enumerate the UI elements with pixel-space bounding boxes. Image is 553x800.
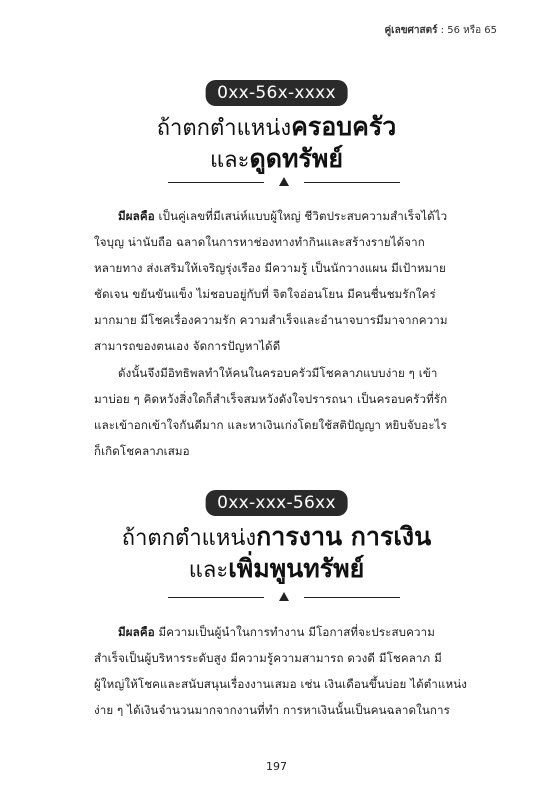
section-heading-1-line-2 [0, 144, 553, 176]
text-line: สามารถของตนเอง จัดการปัญหาได้ดี [94, 339, 281, 353]
triangle-icon [279, 592, 289, 601]
text-line: ใจบุญ น่านับถือ ฉลาดในการหาช่องทางทำกินและสร้างรายได้จาก [94, 235, 425, 249]
heading-emphasis: ครอบครัว [291, 112, 397, 141]
running-head [384, 23, 497, 38]
text-line: และเข้าอกเข้าใจกันดีมาก และหาเงินเก่งโดยใช้สติปัญญา หยิบจับอะไร [94, 418, 447, 432]
lead-label: มีผลคือ [118, 625, 155, 639]
heading-emphasis: การงาน การเงิน [256, 522, 432, 551]
text-line: มาบ่อย ๆ คิดหวังสิ่งใดก็สำเร็จสมหวังดังใจปรารถนา เป็นครอบครัวที่รัก [94, 392, 448, 406]
line-text: เป็นคู่เลขที่มีเสน่ห์แบบผู้ใหญ่ ชีวิตประสบความสำเร็จได้ไว [154, 209, 448, 223]
text-line: ก็เกิดโชคลาภเสมอ [94, 444, 190, 458]
text-line: สำเร็จเป็นผู้บริหารระดับสูง มีความรู้ความสามารถ ดวงดี มีโชคลาภ มี [94, 651, 442, 665]
line-text: มีความเป็นผู้นำในการทำงาน มีโอกาสที่จะประสบความ [154, 625, 435, 639]
page-number: 197 [266, 760, 287, 773]
text-line: ดังนั้นจึงมีอิทธิพลทำให้คนในครอบครัวมีโชคลาภแบบง่าย ๆ เข้า [118, 366, 438, 380]
text-line: ผู้ใหญ่ให้โชคและสนับสนุนเรื่องงานเสมอ เช่น เงินเดือนขึ้นบ่อย ได้ตำแหน่ง [94, 677, 467, 691]
book-subtitle: 56 หรือ 65 [447, 25, 497, 36]
phone-pattern-badge-1: 0xx-56x-xxxx [205, 80, 348, 106]
running-head-separator: : [437, 25, 448, 36]
triangle-icon [279, 177, 289, 186]
heading-emphasis: เพิ่มพูนทรัพย์ [228, 554, 365, 583]
heading-prefix: และ [188, 558, 229, 583]
section-1-paragraph-1 [94, 203, 481, 359]
heading-prefix: ถ้าตกตำแหน่ง [156, 116, 292, 141]
divider-line [304, 597, 400, 598]
divider-line [168, 597, 264, 598]
text-line: มากมาย มีโชคเรื่องความรัก ความสำเร็จและอำนาจบารมีมาจากความ [94, 313, 448, 327]
ornament-divider-1 [168, 176, 400, 188]
section-heading-2-line-2 [0, 554, 553, 586]
section-heading-2 [0, 522, 553, 586]
ornament-divider-2 [168, 591, 400, 603]
divider-line [168, 182, 264, 183]
text-line: ชัดเจน ขยันขันแข็ง ไม่ชอบอยู่กับที่ จิตใจอ่อนโยน มีคนชื่นชมรักใคร่ [94, 287, 436, 301]
section-2-paragraph-1 [94, 619, 481, 723]
text-line [94, 203, 481, 229]
heading-prefix: และ [210, 148, 250, 173]
book-title: คู่เลขศาสตร์ [384, 25, 438, 36]
lead-label: มีผลคือ [118, 209, 155, 223]
text-line: หลายทาง ส่งเสริมให้เจริญรุ่งเรือง มีความรู้ เป็นนักวางแผน มีเป้าหมาย [94, 261, 446, 275]
section-heading-1 [0, 112, 553, 176]
heading-emphasis: ดูดทรัพย์ [249, 144, 343, 173]
heading-prefix: ถ้าตกตำแหน่ง [121, 526, 257, 551]
divider-line [304, 182, 400, 183]
text-line: ง่าย ๆ ได้เงินจำนวนมากจากงานที่ทำ การหาเงินนั้นเป็นคนฉลาดในการ [94, 703, 450, 717]
text-line [94, 619, 481, 645]
section-heading-1-line-1 [0, 112, 553, 144]
phone-pattern-badge-2: 0xx-xxx-56xx [205, 490, 348, 516]
section-1-paragraph-2 [94, 360, 481, 464]
section-heading-2-line-1 [0, 522, 553, 554]
